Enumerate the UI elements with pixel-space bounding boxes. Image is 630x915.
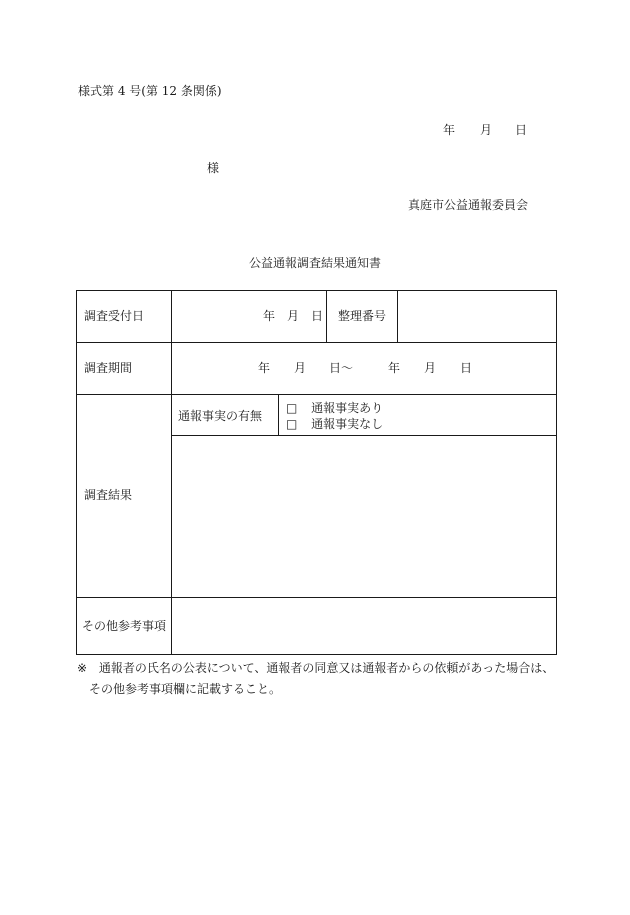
label-column-divider [171, 290, 172, 655]
note-mark: ※ [77, 661, 88, 675]
checkbox-icon[interactable]: □ [286, 401, 298, 415]
row-divider [76, 597, 557, 598]
issue-date-day: 日 [515, 123, 528, 137]
fact-existence-label: 通報事実の有無 [178, 409, 263, 423]
other-notes-label: その他参考事項 [82, 619, 167, 633]
option-fact-exists[interactable] [286, 402, 383, 414]
table-border-left [76, 290, 77, 655]
document-title: 公益通報調査結果通知書 [249, 256, 382, 270]
period-start-year[interactable]: 年 [258, 361, 271, 375]
table-border-right [556, 290, 557, 655]
result-label: 調査結果 [84, 488, 133, 502]
table-border-bottom [76, 654, 557, 655]
row-divider [76, 394, 557, 395]
recipient-suffix: 様 [207, 161, 220, 175]
cell-divider [278, 394, 279, 436]
receipt-date-month[interactable]: 月 [287, 309, 300, 323]
table-border-top [76, 290, 557, 291]
row-divider [171, 435, 557, 436]
checkbox-icon[interactable]: □ [286, 417, 298, 431]
period-end-month[interactable]: 月 [424, 361, 437, 375]
period-label: 調査期間 [84, 361, 133, 375]
reference-number-label: 整理番号 [338, 309, 387, 323]
note-line-1: 通報者の氏名の公表について、通報者の同意又は通報者からの依頼があった場合は、 [98, 661, 555, 675]
option-fact-none-label: 通報事実なし [311, 417, 384, 431]
note-line-2: その他参考事項欄に記載すること。 [89, 682, 282, 696]
period-start-month[interactable]: 月 [294, 361, 307, 375]
period-end-day[interactable]: 日 [460, 361, 473, 375]
receipt-date-day[interactable]: 日 [311, 309, 324, 323]
option-fact-none[interactable] [286, 418, 383, 430]
cell-divider [326, 290, 327, 343]
period-end-year[interactable]: 年 [388, 361, 401, 375]
period-start-day[interactable]: 日～ [329, 361, 354, 375]
row-divider [76, 342, 557, 343]
cell-divider [397, 290, 398, 343]
receipt-date-year[interactable]: 年 [263, 309, 276, 323]
issuer-name: 真庭市公益通報委員会 [408, 198, 529, 212]
option-fact-exists-label: 通報事実あり [311, 401, 384, 415]
issue-date-month: 月 [480, 123, 493, 137]
receipt-date-label: 調査受付日 [84, 309, 145, 323]
footnote [77, 658, 554, 700]
issue-date-year: 年 [443, 123, 456, 137]
form-number-label: 様式第 4 号(第 12 条関係) [78, 84, 222, 98]
